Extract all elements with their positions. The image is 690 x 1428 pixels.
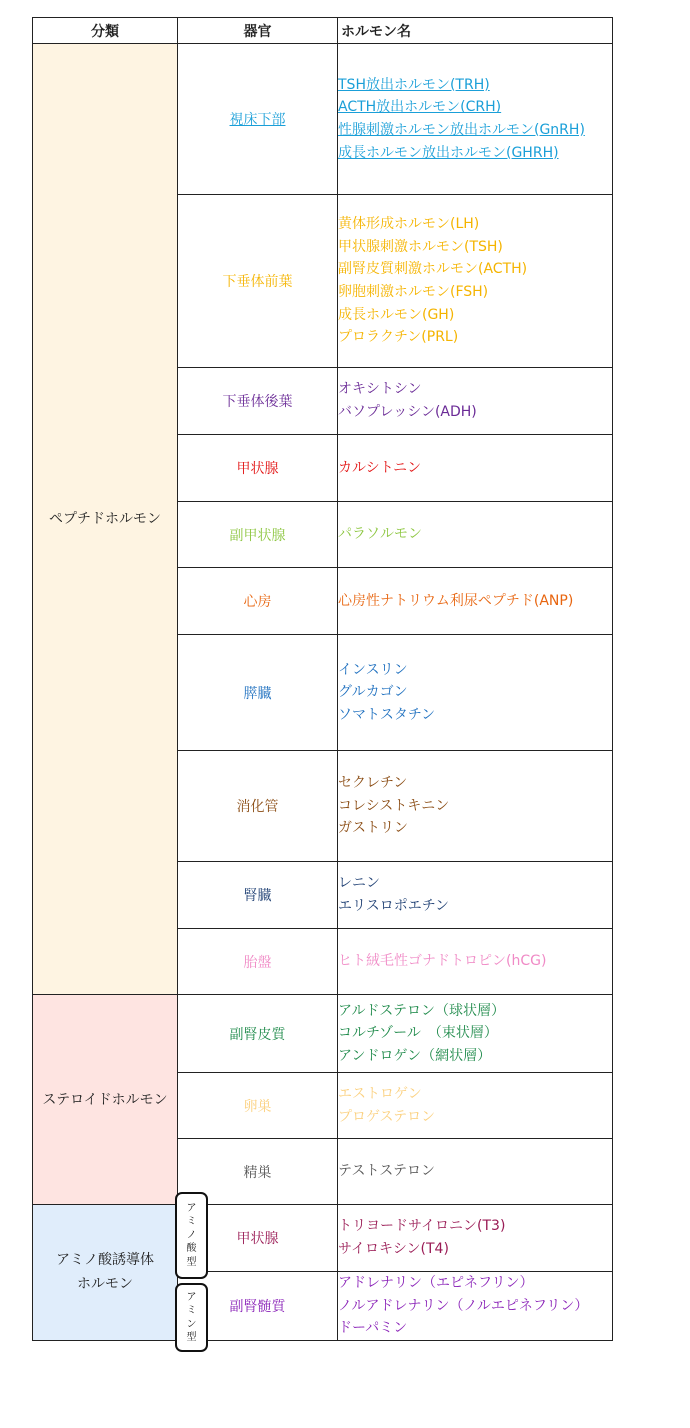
organ-cell	[178, 929, 338, 995]
hormone-name: ソマトスタチン	[338, 706, 436, 723]
hormone-cell	[338, 862, 613, 929]
badge-char: ン	[186, 1318, 197, 1330]
hormone-name: トリヨードサイロニン(T3)	[338, 1218, 506, 1235]
header-category: 分類	[33, 18, 178, 44]
badge-char: ミ	[186, 1305, 197, 1316]
organ-label: 甲状腺	[236, 461, 279, 477]
hormone-name: カルシトニン	[338, 459, 422, 476]
hormone-name: レニン	[338, 875, 380, 892]
organ-label: 膵臓	[243, 685, 272, 702]
hormone-name: サイロキシン(T4)	[338, 1241, 449, 1257]
category-label: アミノ酸誘導体	[56, 1252, 154, 1269]
hormone-cell	[338, 435, 613, 502]
hormone-name: 卵胞刺激ホルモン(FSH)	[338, 284, 489, 300]
organ-cell	[178, 195, 338, 368]
category-label: ペプチドホルモン	[49, 511, 161, 527]
hormone-name: パラソルモン	[338, 526, 422, 543]
hormone-name: セクレチン	[338, 775, 408, 792]
hormone-name: ドーパミン	[338, 1320, 408, 1337]
header-organ: 器官	[178, 18, 338, 44]
organ-label: 心房	[243, 594, 272, 610]
hormone-name: 甲状腺刺激ホルモン(TSH)	[338, 238, 503, 255]
hormone-name: プロラクチン(PRL)	[338, 329, 459, 346]
hormone-name: 黄体形成ホルモン(LH)	[338, 216, 480, 233]
amino-acid-type-badge	[175, 1192, 208, 1279]
organ-cell	[178, 635, 338, 751]
hormone-name: アンドロゲン（網状層）	[338, 1047, 492, 1064]
table-row	[33, 44, 613, 195]
hormone-name[interactable]: ACTH放出ホルモン(CRH)	[338, 99, 502, 116]
hormone-name: コレシストキニン	[338, 797, 450, 814]
table-body	[33, 44, 613, 1341]
category-label: ステロイドホルモン	[42, 1091, 168, 1108]
badge-char: 型	[186, 1332, 197, 1343]
header-hormone: ホルモン名	[338, 18, 613, 44]
hormone-name: アルドステロン（球状層）	[338, 1002, 506, 1019]
hormone-cell	[338, 995, 613, 1073]
organ-label: 下垂体後葉	[222, 394, 293, 410]
hormone-name: 成長ホルモン(GH)	[338, 306, 455, 323]
hormone-name: ガストリン	[338, 820, 408, 837]
hormone-cell	[338, 1073, 613, 1139]
hormone-name: 心房性ナトリウム利尿ペプチド(ANP)	[338, 592, 574, 609]
organ-cell	[178, 995, 338, 1073]
organ-cell	[178, 862, 338, 929]
organ-cell	[178, 368, 338, 435]
badge-char: ミ	[186, 1216, 197, 1228]
organ-label[interactable]: 視床下部	[229, 112, 286, 128]
hormone-name: テストステロン	[338, 1163, 436, 1180]
hormone-name: プロゲステロン	[338, 1108, 436, 1125]
organ-cell	[178, 751, 338, 862]
organ-label: 精巣	[243, 1164, 272, 1181]
hormone-name[interactable]: 成長ホルモン放出ホルモン(GHRH)	[338, 144, 559, 161]
organ-label: 胎盤	[243, 954, 272, 971]
organ-label: 甲状腺	[236, 1231, 279, 1247]
hormone-cell	[338, 195, 613, 368]
badge-char: ア	[186, 1202, 197, 1214]
badge-char: ア	[186, 1291, 197, 1303]
hormone-cell	[338, 1205, 613, 1272]
badge-char: 型	[186, 1256, 197, 1268]
hormone-name: ヒト絨毛性ゴナドトロピン(hCG)	[338, 953, 547, 970]
category-cell	[33, 44, 178, 995]
hormone-cell	[338, 635, 613, 751]
organ-label: 腎臓	[243, 888, 272, 904]
category-cell	[33, 995, 178, 1205]
hormone-name: アドレナリン（エピネフリン）	[338, 1275, 534, 1291]
category-cell	[33, 1205, 178, 1341]
hormone-name: インスリン	[338, 661, 408, 678]
hormone-cell	[338, 1139, 613, 1205]
organ-cell	[178, 568, 338, 635]
organ-label: 下垂体前葉	[222, 274, 293, 290]
organ-label: 消化管	[236, 799, 279, 815]
organ-label: 副腎髄質	[229, 1298, 286, 1315]
badge-char: 酸	[186, 1243, 197, 1255]
organ-label: 卵巣	[243, 1098, 272, 1115]
hormone-name: 副腎皮質刺激ホルモン(ACTH)	[338, 261, 528, 278]
category-label: ホルモン	[77, 1276, 133, 1293]
organ-label: 副腎皮質	[229, 1026, 286, 1043]
hormone-name[interactable]: TSH放出ホルモン(TRH)	[338, 76, 490, 93]
hormone-name: ノルアドレナリン（ノルエピネフリン）	[338, 1297, 589, 1314]
organ-cell	[178, 44, 338, 195]
hormone-table	[32, 17, 613, 1341]
organ-cell	[178, 502, 338, 568]
hormone-cell	[338, 502, 613, 568]
hormone-name: グルカゴン	[338, 684, 408, 701]
hormone-name: オキシトシン	[338, 381, 422, 398]
hormone-cell	[338, 568, 613, 635]
badge-char: ノ	[186, 1229, 197, 1241]
hormone-cell	[338, 1272, 613, 1341]
hormone-cell	[338, 929, 613, 995]
organ-cell	[178, 435, 338, 502]
organ-label: 副甲状腺	[229, 527, 286, 544]
header-row	[33, 18, 613, 44]
hormone-cell	[338, 368, 613, 435]
amine-type-badge	[175, 1283, 208, 1352]
hormone-cell	[338, 44, 613, 195]
hormone-name: バソプレッシン(ADH)	[338, 404, 477, 420]
hormone-name: コルチゾール （束状層）	[338, 1025, 498, 1042]
hormone-name[interactable]: 性腺刺激ホルモン放出ホルモン(GnRH)	[338, 122, 585, 138]
hormone-name: エストロゲン	[338, 1085, 422, 1102]
hormone-cell	[338, 751, 613, 862]
hormone-name: エリスロポエチン	[338, 898, 450, 914]
organ-cell	[178, 1073, 338, 1139]
table-row	[33, 995, 613, 1073]
table-row	[33, 1205, 613, 1272]
